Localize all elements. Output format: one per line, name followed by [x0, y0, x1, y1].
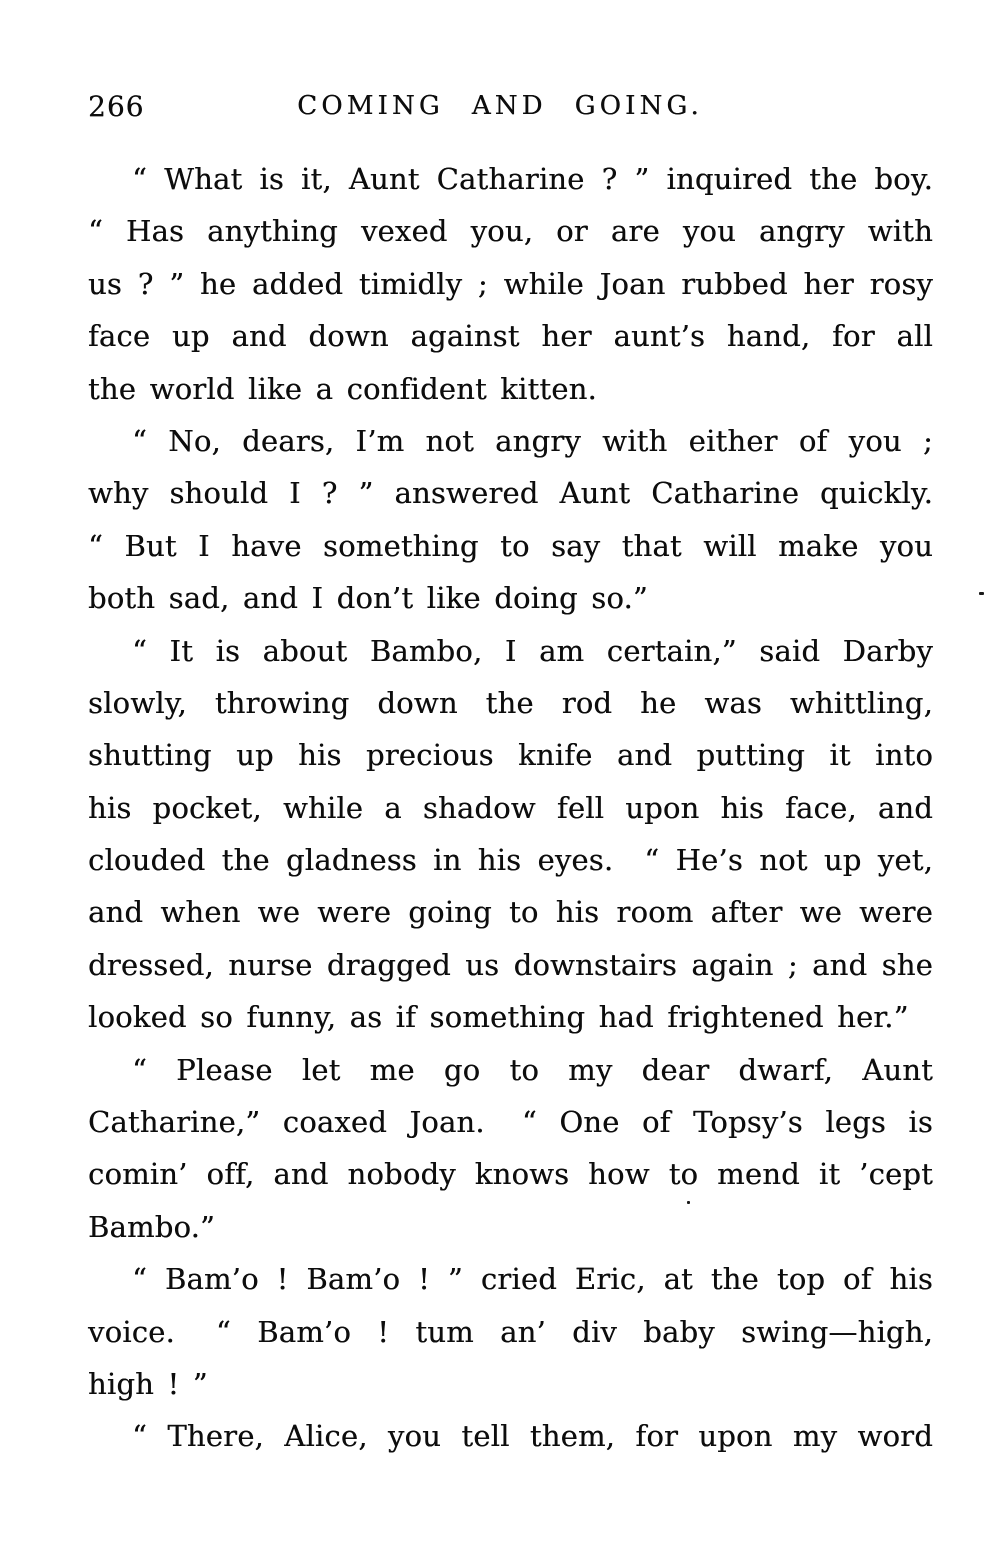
text-line: “ What is it, Aunt Catharine ? ” inquired the boy.	[132, 162, 933, 196]
text-line: the world like a confident kitten.	[88, 371, 597, 406]
text-line: “ Bam’o ! Bam’o ! ” cried Eric, at the top of his	[132, 1262, 933, 1297]
text-line: “ It is about Bambo, I am certain,” said Darby	[132, 633, 933, 668]
text-line: us ? ” he added timidly ; while Joan rubbed her rosy	[88, 266, 933, 301]
text-block	[88, 153, 933, 1463]
paragraph	[88, 153, 933, 415]
text-line: dressed, nurse dragged us downstairs again ; and she	[88, 947, 933, 982]
paragraph	[88, 625, 933, 1044]
ink-speck	[687, 1201, 690, 1204]
text-line: “ No, dears, I’m not angry with either of you ;	[132, 423, 933, 458]
paragraph	[88, 415, 933, 625]
text-line: comin’ off, and nobody knows how to mend it ’cept	[88, 1157, 933, 1192]
text-line: high ! ”	[88, 1366, 208, 1401]
text-line: Bambo.”	[88, 1209, 216, 1244]
text-line: “ Has anything vexed you, or are you angry with	[88, 214, 933, 249]
paragraph	[88, 1044, 933, 1254]
text-line: his pocket, while a shadow fell upon his face, and	[88, 790, 933, 825]
text-line: voice. “ Bam’o ! tum an’ div baby swing—high,	[88, 1314, 933, 1349]
text-line: both sad, and I don’t like doing so.”	[88, 581, 648, 616]
text-line: clouded the gladness in his eyes. “ He’s not up yet,	[88, 843, 933, 878]
text-line: Catharine,” coaxed Joan. “ One of Topsy’s legs is	[88, 1105, 933, 1140]
page-number: 266	[88, 90, 145, 123]
text-line: looked so funny, as if something had frightened her.”	[88, 1000, 909, 1035]
text-line: “ But I have something to say that will make you	[88, 528, 933, 563]
text-line: “ There, Alice, you tell them, for upon my word	[132, 1419, 933, 1454]
text-line: shutting up his precious knife and putting it into	[88, 738, 933, 773]
paragraph	[88, 1253, 933, 1410]
text-line: slowly, throwing down the rod he was whittling,	[88, 685, 933, 720]
text-line: “ Please let me go to my dear dwarf, Aunt	[132, 1052, 933, 1087]
text-line: why should I ? ” answered Aunt Catharine quickly.	[88, 476, 933, 511]
text-line: face up and down against her aunt’s hand, for all	[88, 319, 933, 354]
running-head	[0, 90, 1000, 126]
paragraph	[88, 1410, 933, 1462]
text-line: and when we were going to his room after we were	[88, 895, 933, 930]
running-header-title: COMING AND GOING.	[297, 91, 703, 121]
ink-speck	[979, 592, 984, 595]
